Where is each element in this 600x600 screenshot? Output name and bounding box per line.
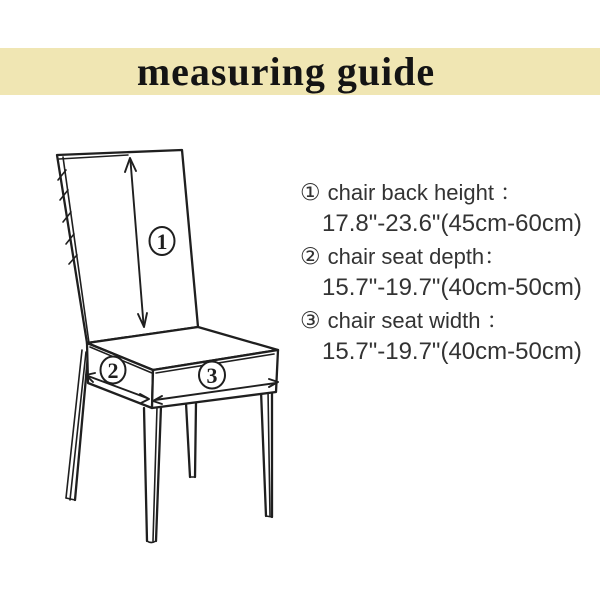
spec-label: chair seat width ： <box>327 308 509 333</box>
spec-title-line <box>300 304 590 336</box>
spec-value: 17.8"-23.6"(45cm-60cm) <box>322 210 582 237</box>
circled-1-label: 1 <box>156 229 168 254</box>
spec-title-line <box>300 176 590 208</box>
circled-label-1 <box>150 227 175 255</box>
spec-value: 15.7"-19.7"(40cm-50cm) <box>322 338 582 365</box>
circled-label-2 <box>101 357 126 384</box>
spec-seat-depth <box>300 240 590 304</box>
chair-back <box>57 150 198 343</box>
spec-label: chair seat depth： <box>327 244 507 269</box>
spec-seat-width <box>300 304 590 368</box>
circled-label-3 <box>199 362 225 389</box>
circled-3-label: 3 <box>206 363 218 388</box>
circled-2-label: 2 <box>107 358 119 383</box>
spec-value: 15.7"-19.7"(40cm-50cm) <box>322 274 582 301</box>
guide-title: measuring guide <box>136 48 436 94</box>
spec-number-badge: ① <box>300 179 321 205</box>
spec-number-badge: ② <box>300 243 321 269</box>
spec-number-badge: ③ <box>300 307 321 333</box>
spec-back-height <box>300 176 590 240</box>
measurement-specs <box>300 176 590 368</box>
spec-label: chair back height ： <box>327 180 523 205</box>
spec-title-line <box>300 240 590 272</box>
